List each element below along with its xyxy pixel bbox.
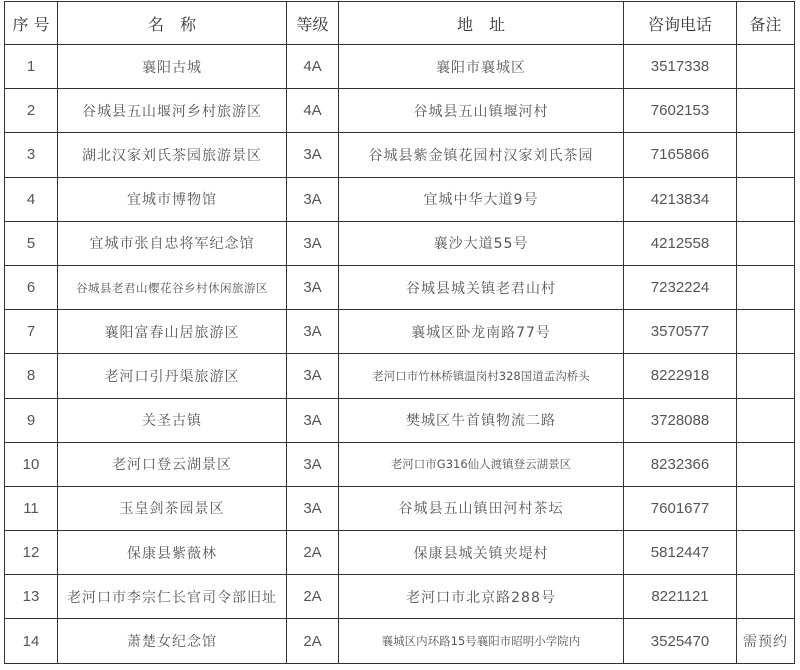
row-number: 9: [5, 398, 58, 442]
spot-level: 3A: [287, 177, 339, 221]
spot-address: 襄城区卧龙南路77号: [339, 310, 624, 354]
table-row: [5, 221, 795, 265]
spot-phone: 5812447: [624, 531, 737, 575]
spot-level: 2A: [287, 575, 339, 619]
spot-address: 老河口市G316仙人渡镇登云湖景区: [339, 442, 624, 486]
spot-phone: 3728088: [624, 398, 737, 442]
spot-level: 3A: [287, 398, 339, 442]
table-row: [5, 177, 795, 221]
header-no: 序 号: [5, 2, 58, 45]
spot-name: 襄阳古城: [58, 45, 287, 89]
spot-address: 老河口市北京路288号: [339, 575, 624, 619]
spot-note: [737, 398, 795, 442]
spot-name: 谷城县老君山樱花谷乡村休闲旅游区: [58, 265, 287, 309]
table-row: [5, 442, 795, 486]
header-name: 名 称: [58, 2, 287, 45]
row-number: 10: [5, 442, 58, 486]
spot-note: [737, 265, 795, 309]
table-row: [5, 310, 795, 354]
spot-level: 2A: [287, 531, 339, 575]
spot-address: 保康县城关镇夹堤村: [339, 531, 624, 575]
table-row: [5, 354, 795, 398]
spot-phone: 7602153: [624, 89, 737, 133]
spot-note: [737, 45, 795, 89]
spot-name: 谷城县五山堰河乡村旅游区: [58, 89, 287, 133]
spot-level: 3A: [287, 133, 339, 177]
spot-phone: 7232224: [624, 265, 737, 309]
spot-name: 襄阳富春山居旅游区: [58, 310, 287, 354]
row-number: 3: [5, 133, 58, 177]
spot-address: 襄阳市襄城区: [339, 45, 624, 89]
spot-level: 3A: [287, 221, 339, 265]
spot-name: 老河口登云湖景区: [58, 442, 287, 486]
table-row: [5, 398, 795, 442]
spot-address: 谷城县紫金镇花园村汉家刘氏茶园: [339, 133, 624, 177]
spot-note: [737, 531, 795, 575]
table-row: [5, 133, 795, 177]
spot-address: 襄城区内环路15号襄阳市昭明小学院内: [339, 619, 624, 663]
spot-note: [737, 442, 795, 486]
spot-phone: 4212558: [624, 221, 737, 265]
spot-name: 玉皇剑茶园景区: [58, 486, 287, 530]
row-number: 6: [5, 265, 58, 309]
table-row: [5, 575, 795, 619]
header-phone: 咨询电话: [624, 2, 737, 45]
spot-name: 保康县紫薇林: [58, 531, 287, 575]
scenic-spots-table: [4, 1, 795, 664]
row-number: 13: [5, 575, 58, 619]
spot-phone: 3517338: [624, 45, 737, 89]
row-number: 1: [5, 45, 58, 89]
spot-note: [737, 310, 795, 354]
spot-note: 需预约: [737, 619, 795, 663]
row-number: 8: [5, 354, 58, 398]
row-number: 12: [5, 531, 58, 575]
row-number: 14: [5, 619, 58, 663]
table-row: [5, 486, 795, 530]
spot-phone: 8221121: [624, 575, 737, 619]
spot-name: 宜城市博物馆: [58, 177, 287, 221]
spot-level: 3A: [287, 486, 339, 530]
row-number: 11: [5, 486, 58, 530]
header-note: 备注: [737, 2, 795, 45]
spot-note: [737, 133, 795, 177]
spot-name: 老河口市李宗仁长官司令部旧址: [58, 575, 287, 619]
table-row: [5, 265, 795, 309]
spot-address: 襄沙大道55号: [339, 221, 624, 265]
spot-note: [737, 89, 795, 133]
spot-address: 老河口市竹林桥镇温岗村328国道孟沟桥头: [339, 354, 624, 398]
spot-name: 关圣古镇: [58, 398, 287, 442]
spot-phone: 8232366: [624, 442, 737, 486]
row-number: 4: [5, 177, 58, 221]
spot-note: [737, 354, 795, 398]
spot-level: 2A: [287, 619, 339, 663]
header-level: 等级: [287, 2, 339, 45]
spot-phone: 3570577: [624, 310, 737, 354]
row-number: 7: [5, 310, 58, 354]
spot-name: 萧楚女纪念馆: [58, 619, 287, 663]
spot-address: 樊城区牛首镇物流二路: [339, 398, 624, 442]
row-number: 5: [5, 221, 58, 265]
spot-phone: 8222918: [624, 354, 737, 398]
table-row: [5, 531, 795, 575]
table-row: [5, 89, 795, 133]
spot-level: 3A: [287, 442, 339, 486]
spot-note: [737, 575, 795, 619]
spot-phone: 7601677: [624, 486, 737, 530]
spot-address: 谷城县城关镇老君山村: [339, 265, 624, 309]
spot-level: 3A: [287, 310, 339, 354]
spot-address: 宜城中华大道9号: [339, 177, 624, 221]
spot-note: [737, 486, 795, 530]
table-row: [5, 619, 795, 663]
spot-address: 谷城县五山镇田河村茶坛: [339, 486, 624, 530]
header-address: 地 址: [339, 2, 624, 45]
spot-level: 3A: [287, 354, 339, 398]
spot-name: 湖北汉家刘氏茶园旅游景区: [58, 133, 287, 177]
spot-phone: 7165866: [624, 133, 737, 177]
spot-note: [737, 177, 795, 221]
row-number: 2: [5, 89, 58, 133]
spot-phone: 3525470: [624, 619, 737, 663]
spot-phone: 4213834: [624, 177, 737, 221]
spot-name: 宜城市张自忠将军纪念馆: [58, 221, 287, 265]
spot-address: 谷城县五山镇堰河村: [339, 89, 624, 133]
table-row: [5, 45, 795, 89]
spot-level: 4A: [287, 45, 339, 89]
spot-level: 4A: [287, 89, 339, 133]
spot-level: 3A: [287, 265, 339, 309]
header-row: [5, 2, 795, 45]
spot-note: [737, 221, 795, 265]
spot-name: 老河口引丹渠旅游区: [58, 354, 287, 398]
